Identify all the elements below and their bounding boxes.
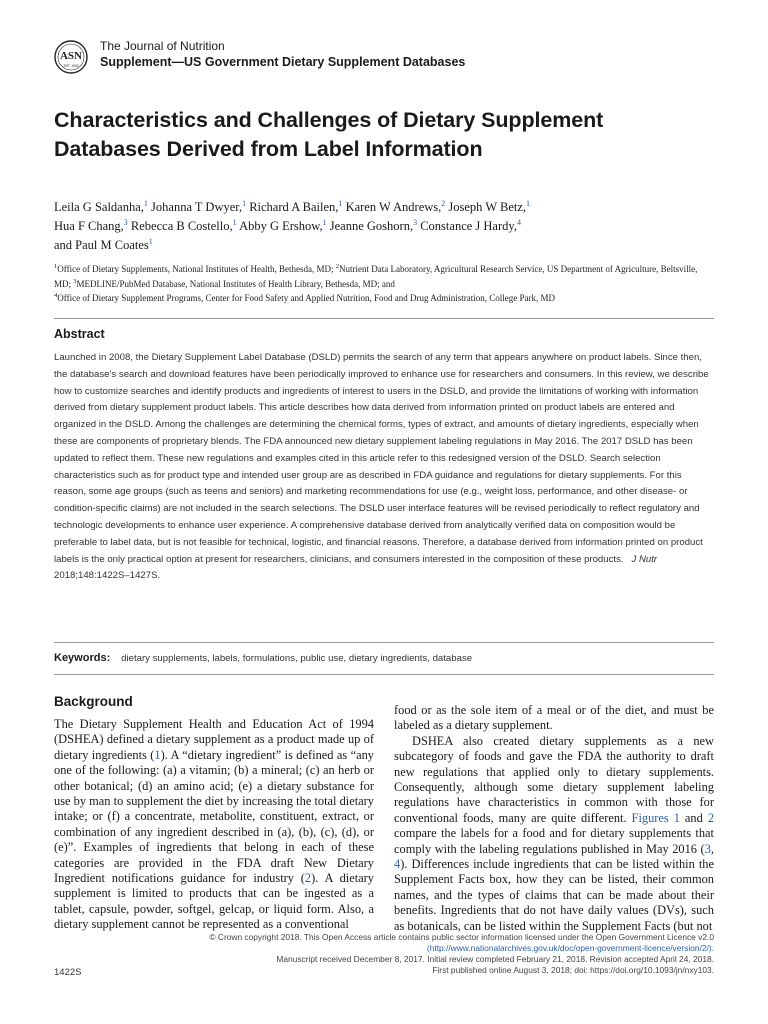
abstract-body	[54, 350, 714, 585]
affiliation-mark: 1	[54, 263, 58, 270]
ref-link-2[interactable]: 2	[304, 871, 312, 886]
keywords	[54, 652, 714, 664]
keywords-bottom-rule	[54, 674, 714, 675]
ref-link-1[interactable]: 1	[154, 747, 161, 762]
keywords-top-rule	[54, 642, 714, 643]
author-affiliation-mark: 1	[338, 199, 343, 208]
manuscript-dates: Manuscript received December 8, 2017. Initial review completed February 21, 2018. Revision accepted April 24, 2018.	[276, 954, 714, 964]
author-affiliation-mark: 2	[441, 199, 446, 208]
abstract-text: Launched in 2008, the Dietary Supplement Label Database (DSLD) permits the search of any term that appears anywhere on product labels. Since then, the database’s search and download features have been periodically improved to enhance use for researchers and consumers. In this review, we describe how to customize searches and identify products and ingredients of interest to users in the DSLD, and provide the limitations of working with information derived from dietary supplement product labels. This article describes how data derived from information printed on product labels are entered and organized in the DSLD. Among the challenges are determining the chemical forms, types of extract, and amounts of dietary ingredients, especially when these are components of proprietary blends. The FDA announced new dietary supplement labeling regulations in May 2016. The 2017 DSLD has been updated to reflect them. These new regulations and examples cited in this article refer to this redesigned version of the DSLD. Search selection characteristics such as for product type and intended user group are as described in FDA guidance and regulations for dietary supplements. For this reason, some age groups (such as teens and seniors) and marketing recommendations for use (e.g., weight loss, performance, and other disease- or condition-specific claims) are not included in the search selections. The DSLD user interface features will be revised periodically to reflect regulatory and technologic developments to enhance user experience. A comprehensive database derived from analytically verified data on composition would be preferable to label data, but is not feasible for technical, logistic, and financial reasons. Therefore, a database derived from information printed on product labels is the only practical option at present for researchers, clinicians, and consumers interested in the composition of these products.	[54, 352, 709, 565]
author-affiliation-mark: 1	[148, 237, 153, 247]
author-affiliation-mark: 3	[123, 218, 128, 228]
author-name: Leila G Saldanha,	[54, 200, 144, 215]
page-number: 1422S	[54, 967, 82, 978]
author-name: Karen W Andrews,	[345, 200, 442, 215]
copyright-footer	[154, 932, 714, 976]
background-paragraph-2: DSHEA also created dietary supplements as a new subcategory of foods and gave the FDA the authority to draft new regulations that applied only to dietary supplements. Consequently, although some dietary supplement labeling regulations have characteristics in common with those for conventional foods, many are quite different. Figures 1 and 2 compare the labels for a food and for dietary supplements that comply with the labeling regulations published in May 2016 (3, 4). Differences include ingredients that can be listed within the Supplement Facts box, how they can be listed, their common names, and the types of claims that can be made about their benefits. Ingredients that do not have daily values (DVs), such as botanicals, can be listed within the Supplement Facts (but not	[394, 733, 715, 933]
column-left	[54, 717, 374, 933]
affiliations	[54, 261, 714, 305]
affiliation-text: Office of Dietary Supplement Programs, Center for Food Safety and Applied Nutrition, Food and Drug Administration, College Park, MD	[57, 293, 556, 303]
author-list	[54, 196, 714, 253]
author-name: Abby G Ershow,	[239, 219, 323, 234]
author-name: Johanna T Dwyer,	[151, 200, 243, 215]
doi-line: First published online August 3, 2018; doi: https://doi.org/10.1093/jn/nxy103.	[432, 965, 714, 975]
logo-sub: EST. 1928	[63, 64, 79, 68]
keywords-values: dietary supplements, labels, formulations, public use, dietary ingredients, database	[121, 653, 473, 664]
license-link[interactable]: (http://www.nationalarchives.gov.uk/doc/open-government-licence/version/2/).	[426, 943, 714, 953]
author-affiliation-mark: 1	[322, 218, 327, 228]
affiliation-mark: 3	[73, 277, 77, 285]
affiliation-mark: 2	[335, 263, 340, 270]
figure-link-1[interactable]: Figures 1	[631, 810, 680, 825]
citation-journal: J Nutr	[631, 553, 658, 565]
author-name: Rebecca B Costello,	[130, 219, 233, 234]
affiliation-mark: 4	[54, 292, 58, 299]
abstract-heading: Abstract	[54, 327, 105, 341]
asn-logo	[54, 40, 88, 74]
author-affiliation-mark: 3	[413, 218, 418, 228]
article-title: Characteristics and Challenges of Dietary Supplement Databases Derived from Label Information	[54, 108, 604, 161]
keywords-label: Keywords:	[54, 652, 111, 664]
supplement-title: Supplement—US Government Dietary Supplement Databases	[100, 55, 466, 69]
author-name: Constance J Hardy,	[420, 219, 517, 234]
affiliation-text: Office of Dietary Supplements, National Institutes of Health, Bethesda, MD;	[57, 264, 334, 274]
author-name: Richard A Bailen,	[249, 200, 339, 215]
author-name: Jeanne Goshorn,	[329, 219, 414, 234]
background-paragraph-1-cont: food or as the sole item of a meal or of the diet, and must be labeled as a dietary supplement.	[394, 703, 714, 733]
author-affiliation-mark: 4	[516, 218, 521, 228]
journal-name: The Journal of Nutrition	[100, 39, 225, 53]
background-paragraph-1: The Dietary Supplement Health and Education Act of 1994 (DSHEA) defined a dietary supplement as a product made up of dietary ingredients (1). A “dietary ingredient” is defined as “any one of the following: (a) a vitamin; (b) a mineral; (c) an herb or other botanical; (d) an amino acid; (e) a dietary substance for use by man to supplement the diet by increasing the total dietary intake; or (f) a concentrate, metabolite, constituent, extract, or combination of any ingredient described in (a), (b), (c), (d), or (e)”. Examples of ingredients that belong in each of these categories are provided in the FDA draft New Dietary Ingredient notifications guidance for industry (2). A dietary supplement is limited to products that can be ingested as a tablet, capsule, powder, softgel, gelcap, or liquid form. Also, a dietary supplement cannot be represented as a conventional	[54, 717, 374, 932]
ref-link-4[interactable]: 4	[394, 857, 401, 872]
author-affiliation-mark: 1	[232, 218, 237, 228]
author-affiliation-mark: 1	[242, 199, 247, 208]
author-affiliation-mark: 1	[526, 199, 531, 208]
author-name: Joseph W Betz,	[448, 200, 527, 215]
author-affiliation-mark: 1	[143, 199, 148, 208]
citation-rest: 2018;148:1422S–1427S.	[54, 570, 161, 582]
logo-text: ASN	[59, 50, 83, 62]
affiliation-text: Nutrient Data Laboratory, Agricultural Research Service, US Department of Agriculture, Beltsville, MD;	[54, 264, 698, 289]
affiliation-text: MEDLINE/PubMed Database, National Institutes of Health Library, Bethesda, MD; and	[76, 278, 395, 289]
ref-link-3[interactable]: 3	[704, 841, 711, 856]
author-name: and Paul M Coates	[54, 238, 149, 253]
background-heading: Background	[54, 694, 133, 709]
license-line: © Crown copyright 2018. This Open Access article contains public sector information licensed under the Open Government Licence v2.0	[209, 932, 714, 942]
column-right	[394, 703, 714, 934]
figure-link-2[interactable]: 2	[707, 810, 715, 825]
author-name: Hua F Chang,	[54, 219, 124, 234]
abstract-top-rule	[54, 318, 714, 319]
